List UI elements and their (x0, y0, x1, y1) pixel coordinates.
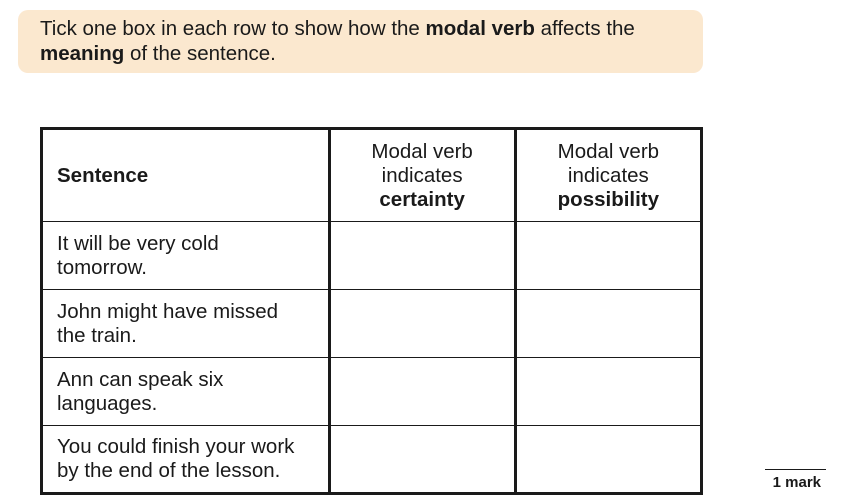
mark-label: 1 mark (772, 474, 821, 491)
possibility-header-keyword: possibility (557, 187, 660, 211)
certainty-tick-box[interactable] (329, 358, 515, 426)
table-row (42, 426, 702, 494)
possibility-header-line1: Modal verb (557, 139, 660, 163)
sentence-line: the train. (57, 323, 137, 347)
sentence-cell (42, 290, 330, 358)
instruction-box (18, 10, 703, 73)
sentence-line: by the end of the lesson. (57, 459, 281, 482)
sentence-line: Ann can speak six (57, 367, 224, 391)
sentence-cell (42, 358, 330, 426)
answer-table (40, 127, 703, 495)
instruction-text-2: affects the (534, 17, 635, 40)
sentence-line: tomorrow. (57, 255, 147, 279)
instruction-text-3: of the sentence. (124, 42, 276, 65)
table-row (42, 290, 702, 358)
sentence-line: It will be very cold (57, 231, 219, 255)
instruction-text-1: Tick one box in each row to show how the (40, 17, 426, 40)
table-header-row (42, 129, 702, 222)
sentence-column-header: Sentence (42, 129, 330, 222)
certainty-header-line1: Modal verb (371, 139, 473, 163)
sentence-cell (42, 222, 330, 290)
possibility-column-header (515, 129, 701, 222)
mark-allocation (765, 469, 826, 491)
possibility-header-line2: indicates (567, 163, 649, 187)
certainty-column-header (329, 129, 515, 222)
sentence-line: John might have missed (57, 299, 279, 323)
certainty-header-line2: indicates (381, 163, 463, 187)
sentence-line: languages. (57, 391, 158, 415)
sentence-line: You could finish your work (57, 435, 295, 458)
certainty-header-keyword: certainty (379, 187, 465, 211)
table-row (42, 358, 702, 426)
certainty-tick-box[interactable] (329, 222, 515, 290)
possibility-tick-box[interactable] (515, 426, 701, 494)
certainty-tick-box[interactable] (329, 290, 515, 358)
instruction-bold-modal-verb: modal verb (425, 17, 535, 40)
possibility-tick-box[interactable] (515, 290, 701, 358)
table-row (42, 222, 702, 290)
possibility-tick-box[interactable] (515, 358, 701, 426)
possibility-tick-box[interactable] (515, 222, 701, 290)
sentence-cell (42, 426, 330, 494)
instruction-bold-meaning: meaning (40, 42, 125, 65)
mark-divider (765, 469, 826, 470)
certainty-tick-box[interactable] (329, 426, 515, 494)
